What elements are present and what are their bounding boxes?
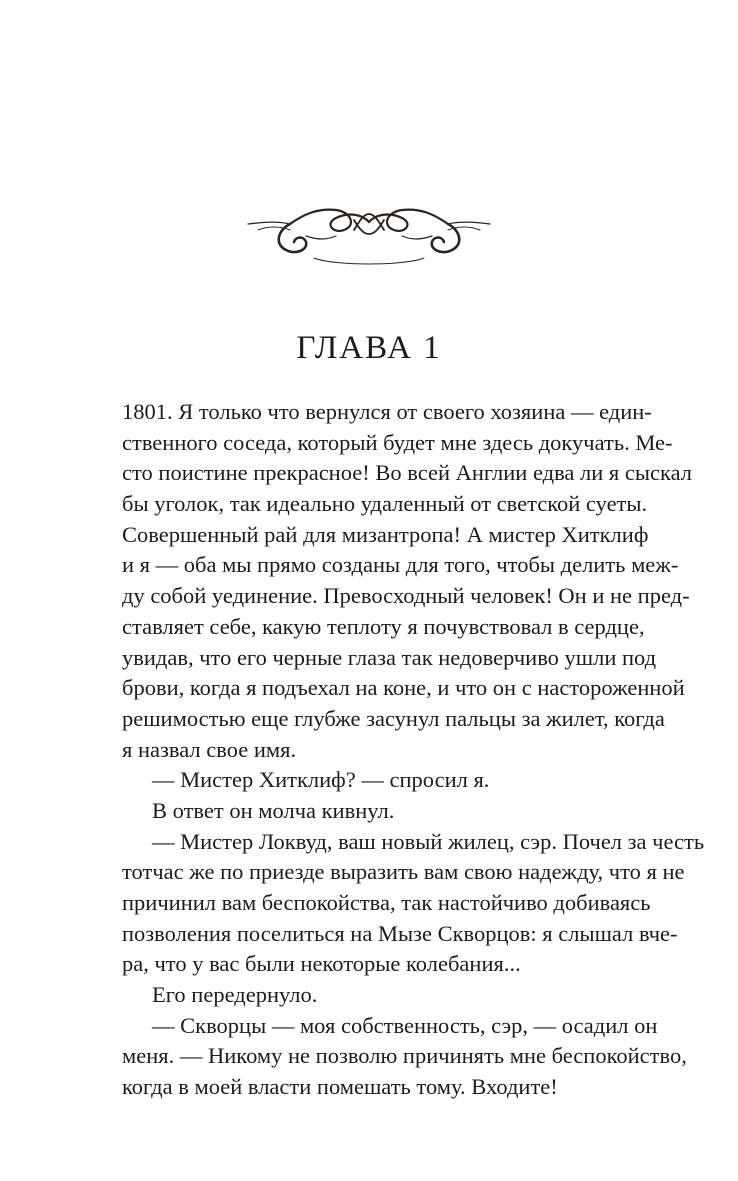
text-line: бы уголок, так идеально удаленный от светской суеты.	[122, 491, 648, 517]
text-line: когда в моей власти помешать тому. Входите!	[122, 1074, 558, 1100]
text-line: увидав, что его черные глаза так недоверчиво ушли под	[122, 644, 657, 670]
text-line: я назвал свое имя.	[122, 736, 297, 762]
text-line: сто поистине прекрасное! Во всей Англии едва ли я сыскал	[122, 460, 692, 486]
flourish-ornament-icon	[244, 200, 494, 270]
text-line: ду собой уединение. Превосходный человек! Он и не пред-	[122, 583, 690, 609]
chapter-title: ГЛАВА 1	[296, 330, 442, 366]
text-line: Его передернуло.	[152, 982, 318, 1008]
chapter-text	[122, 397, 705, 1103]
text-line: причинил вам беспокойства, так настойчиво добиваясь	[122, 890, 651, 915]
text-line: — Мистер Хитклиф? — спросил я.	[152, 767, 490, 793]
text-line: ственного соседа, который будет мне здесь докучать. Ме-	[122, 429, 673, 455]
text-line: ра, что у вас были некоторые колебания...	[122, 951, 521, 977]
text-line: 1801. Я только что вернулся от своего хозяина — един-	[122, 399, 652, 424]
text-line: В ответ он молча кивнул.	[152, 797, 395, 823]
text-line: решимостью еще глубже засунул пальцы за жилет, когда	[122, 705, 665, 731]
text-line: Совершенный рай для мизантропа! А мистер Хитклиф	[122, 521, 649, 547]
text-line: меня. — Никому не позволю причинять мне беспокойство,	[122, 1043, 687, 1069]
text-line: ставляет себе, какую теплоту я почувствовал в сердце,	[122, 613, 645, 639]
text-line: брови, когда я подъехал на коне, и что он с настороженной	[122, 675, 685, 701]
text-line: позволения поселиться на Мызе Скворцов: я слышал вче-	[122, 920, 678, 946]
text-line: тотчас же по приезде выразить вам свою надежду, что я не	[122, 859, 685, 885]
text-line: — Мистер Локвуд, ваш новый жилец, сэр. Почел за честь	[152, 828, 705, 854]
text-line: и я — оба мы прямо созданы для того, чтобы делить меж-	[122, 552, 679, 578]
text-line: — Скворцы — моя собственность, сэр, — осадил он	[152, 1012, 658, 1038]
